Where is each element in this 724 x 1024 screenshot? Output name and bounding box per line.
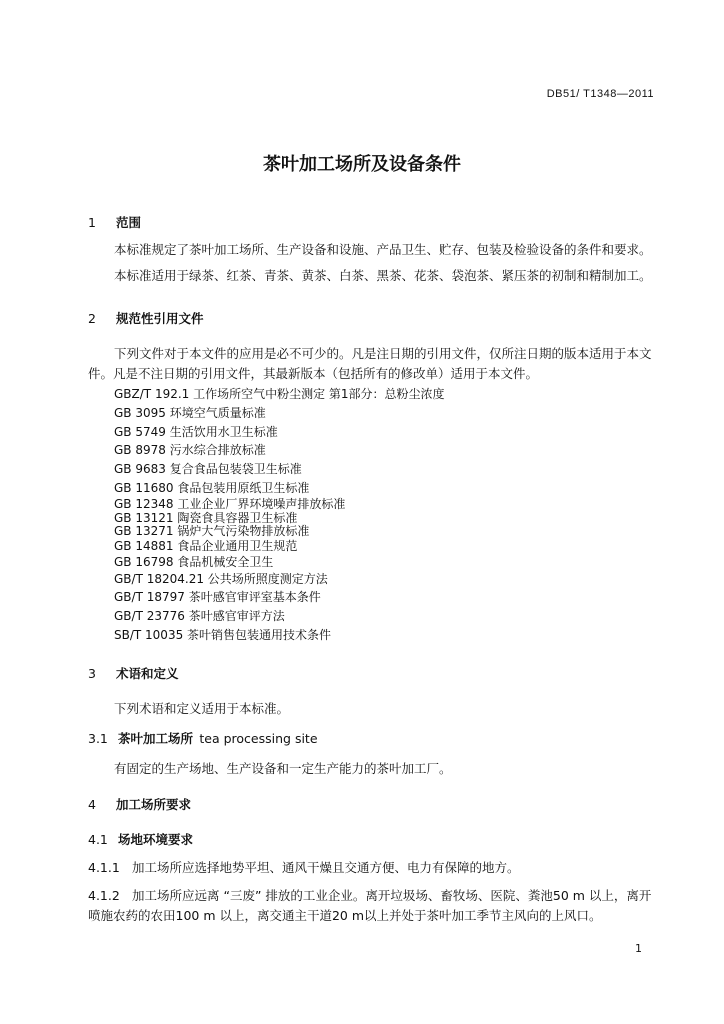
section-3-heading bbox=[88, 664, 179, 682]
reference-item: GB/T 23776 茶叶感官审评方法 bbox=[114, 609, 285, 623]
reference-item: GB 9683 复合食品包装袋卫生标准 bbox=[114, 462, 302, 476]
section-number: 3 bbox=[88, 666, 96, 681]
reference-item: SB/T 10035 茶叶销售包装通用技术条件 bbox=[114, 628, 332, 642]
scope-paragraph-2: 本标准适用于绿茶、红茶、青茶、黄茶、白茶、黑茶、花茶、袋泡茶、紧压茶的初制和精制加工。 bbox=[114, 268, 652, 283]
subsection-3-1-heading bbox=[88, 729, 318, 747]
reference-item: GB 8978 污水综合排放标准 bbox=[114, 443, 266, 457]
subsection-number: 3.1 bbox=[88, 731, 108, 746]
reference-item: GB 5749 生活饮用水卫生标准 bbox=[114, 425, 278, 439]
subsection-4-1-heading bbox=[88, 830, 193, 848]
section-number: 1 bbox=[88, 215, 96, 230]
subsection-title: 场地环境要求 bbox=[118, 832, 194, 847]
section-2-heading bbox=[88, 309, 204, 327]
clause-number: 4.1.2 bbox=[88, 888, 120, 903]
reference-item: GB 13271 锅炉大气污染物排放标准 bbox=[114, 524, 310, 538]
clause-4-1-2 bbox=[88, 886, 656, 926]
reference-item: GB 14881 食品企业通用卫生规范 bbox=[114, 539, 298, 553]
section-title: 加工场所要求 bbox=[116, 797, 192, 812]
reference-item: GB 11680 食品包装用原纸卫生标准 bbox=[114, 481, 310, 495]
reference-item: GB 12348 工业企业厂界环境噪声排放标准 bbox=[114, 497, 346, 511]
reference-item: GB 16798 食品机械安全卫生 bbox=[114, 555, 274, 569]
subsection-number: 4.1 bbox=[88, 832, 108, 847]
section-1-heading bbox=[88, 213, 141, 231]
section-4-heading bbox=[88, 795, 191, 813]
document-title: 茶叶加工场所及设备条件 bbox=[263, 154, 461, 175]
terms-intro: 下列术语和定义适用于本标准。 bbox=[114, 701, 290, 716]
reference-item: GBZ/T 192.1 工作场所空气中粉尘测定 第1部分：总粉尘浓度 bbox=[114, 387, 445, 401]
clause-text: 加工场所应选择地势平坦、通风干燥且交通方便、电力有保障的地方。 bbox=[132, 860, 520, 875]
subsection-title-english: tea processing site bbox=[199, 731, 318, 746]
clause-number: 4.1.1 bbox=[88, 860, 120, 875]
section-title: 范围 bbox=[116, 215, 142, 230]
section-number: 4 bbox=[88, 797, 96, 812]
clause-4-1-1 bbox=[88, 858, 520, 876]
reference-item: GB/T 18204.21 公共场所照度测定方法 bbox=[114, 572, 328, 586]
reference-item: GB 3095 环境空气质量标准 bbox=[114, 406, 266, 420]
document-code: DB51/ T1348—2011 bbox=[546, 88, 654, 100]
normative-references-intro: 下列文件对于本文件的应用是必不可少的。凡是注日期的引用文件，仅所注日期的版本适用于本文件。凡是不注日期的引用文件，其最新版本（包括所有的修改单）适用于本文件。 bbox=[88, 346, 652, 381]
section-number: 2 bbox=[88, 311, 96, 326]
subsection-title: 茶叶加工场所 bbox=[118, 731, 194, 746]
section-title: 术语和定义 bbox=[116, 666, 179, 681]
scope-paragraph-1: 本标准规定了茶叶加工场所、生产设备和设施、产品卫生、贮存、包装及检验设备的条件和要求。 bbox=[114, 242, 652, 257]
reference-item: GB 13121 陶瓷食具容器卫生标准 bbox=[114, 511, 298, 525]
section-title: 规范性引用文件 bbox=[116, 311, 204, 326]
reference-item: GB/T 18797 茶叶感官审评室基本条件 bbox=[114, 590, 321, 604]
page-number: 1 bbox=[635, 942, 642, 955]
term-definition: 有固定的生产场地、生产设备和一定生产能力的茶叶加工厂。 bbox=[114, 761, 452, 776]
clause-text: 加工场所应远离 “三废” 排放的工业企业。离开垃圾场、畜牧场、医院、粪池50 m 以上，离开喷施农药的农田100 m 以上，离交通主干道20 m以上并处于茶叶加工季节主风向的上风口。 bbox=[88, 888, 652, 923]
